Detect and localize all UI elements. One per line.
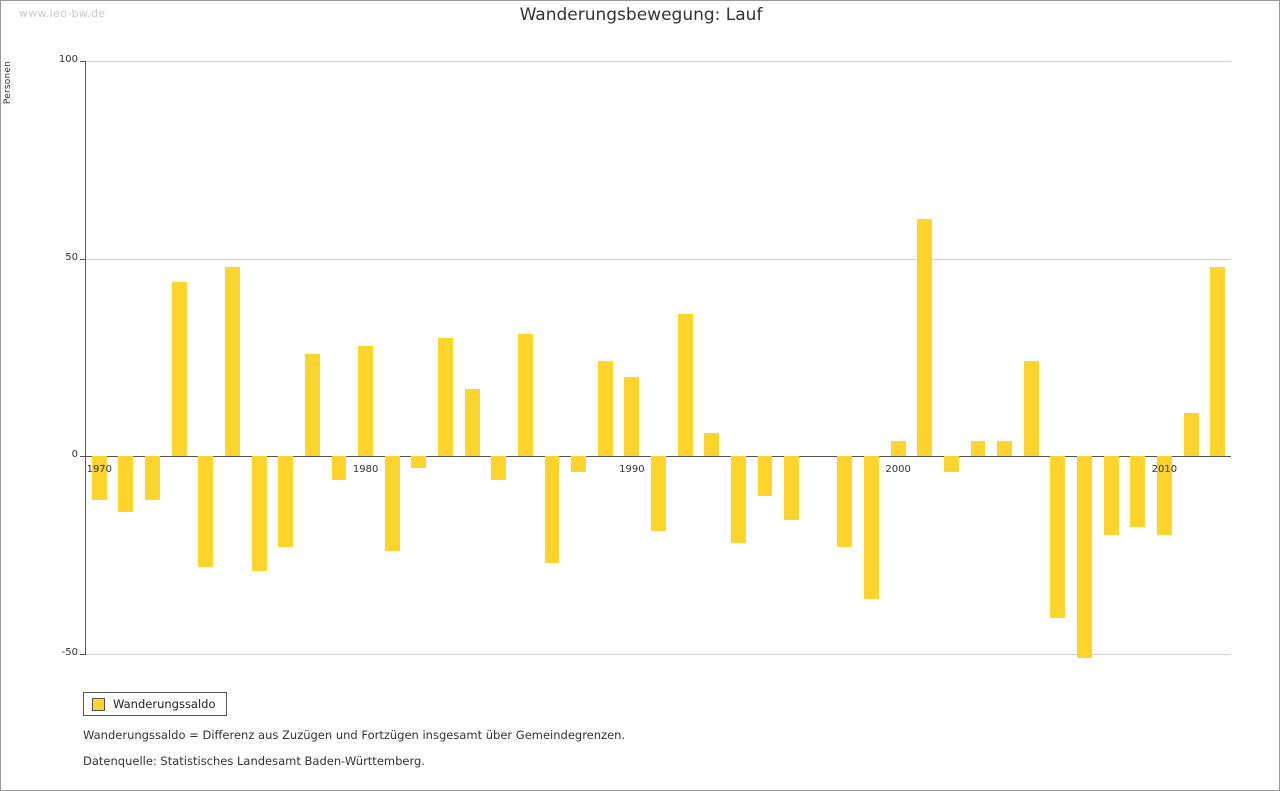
- bar: [624, 377, 639, 456]
- bar: [971, 441, 986, 457]
- y-axis-line: [85, 61, 86, 654]
- bar: [438, 338, 453, 457]
- plot-area: [58, 54, 1231, 658]
- bar: [411, 456, 426, 468]
- bar: [1024, 361, 1039, 456]
- legend: [83, 692, 227, 716]
- bar: [198, 456, 213, 567]
- bar: [1050, 456, 1065, 618]
- gridline: [86, 654, 1231, 655]
- bar: [465, 389, 480, 456]
- x-tick-label: 1970: [86, 464, 113, 476]
- bar: [598, 361, 613, 456]
- bar: [92, 456, 107, 499]
- bar: [731, 456, 746, 543]
- y-tick-mark: [80, 61, 86, 62]
- bar: [1210, 267, 1225, 457]
- bar: [225, 267, 240, 457]
- bar: [145, 456, 160, 499]
- y-tick-label: 50: [65, 251, 78, 263]
- bar: [678, 314, 693, 456]
- page-title: Wanderungsbewegung: Lauf: [519, 5, 763, 25]
- bar: [278, 456, 293, 547]
- bar: [305, 354, 320, 457]
- bar: [997, 441, 1012, 457]
- bar: [252, 456, 267, 571]
- bar: [944, 456, 959, 472]
- y-tick-mark: [80, 456, 86, 457]
- bar: [358, 346, 373, 457]
- source-note: Datenquelle: Statistisches Landesamt Baden-Württemberg.: [83, 754, 425, 768]
- x-tick-label: 2000: [885, 464, 911, 476]
- bar: [518, 334, 533, 457]
- legend-label-wanderungssaldo: Wanderungssaldo: [113, 697, 216, 711]
- gridline: [86, 259, 1231, 260]
- legend-swatch-wanderungssaldo: [92, 698, 105, 711]
- bar: [545, 456, 560, 563]
- bar: [651, 456, 666, 531]
- bar: [118, 456, 133, 511]
- bar: [1077, 456, 1092, 658]
- bar: [784, 456, 799, 519]
- x-tick-label: 2010: [1151, 464, 1178, 476]
- bar: [1130, 456, 1145, 527]
- bar: [837, 456, 852, 547]
- bar: [704, 433, 719, 457]
- bar: [864, 456, 879, 598]
- bar: [917, 219, 932, 456]
- y-tick-mark: [80, 259, 86, 260]
- bar: [1184, 413, 1199, 456]
- bar: [891, 441, 906, 457]
- bar: [571, 456, 586, 472]
- definition-note: Wanderungssaldo = Differenz aus Zuzügen und Fortzügen insgesamt über Gemeindegrenzen.: [83, 728, 626, 742]
- bar: [491, 456, 506, 480]
- y-tick-label: 0: [71, 449, 78, 461]
- watermark-text: www.leo-bw.de: [19, 7, 106, 20]
- y-axis-label: Personen: [3, 61, 13, 105]
- bar: [1104, 456, 1119, 535]
- x-tick-label: 1980: [352, 464, 379, 476]
- y-tick-mark: [80, 654, 86, 655]
- y-tick-label: 100: [58, 54, 78, 65]
- bar: [758, 456, 773, 496]
- y-tick-label: -50: [61, 647, 78, 658]
- x-tick-label: 1990: [619, 464, 645, 476]
- bar: [172, 282, 187, 456]
- bar: [385, 456, 400, 551]
- bar: [332, 456, 347, 480]
- gridline: [86, 61, 1231, 62]
